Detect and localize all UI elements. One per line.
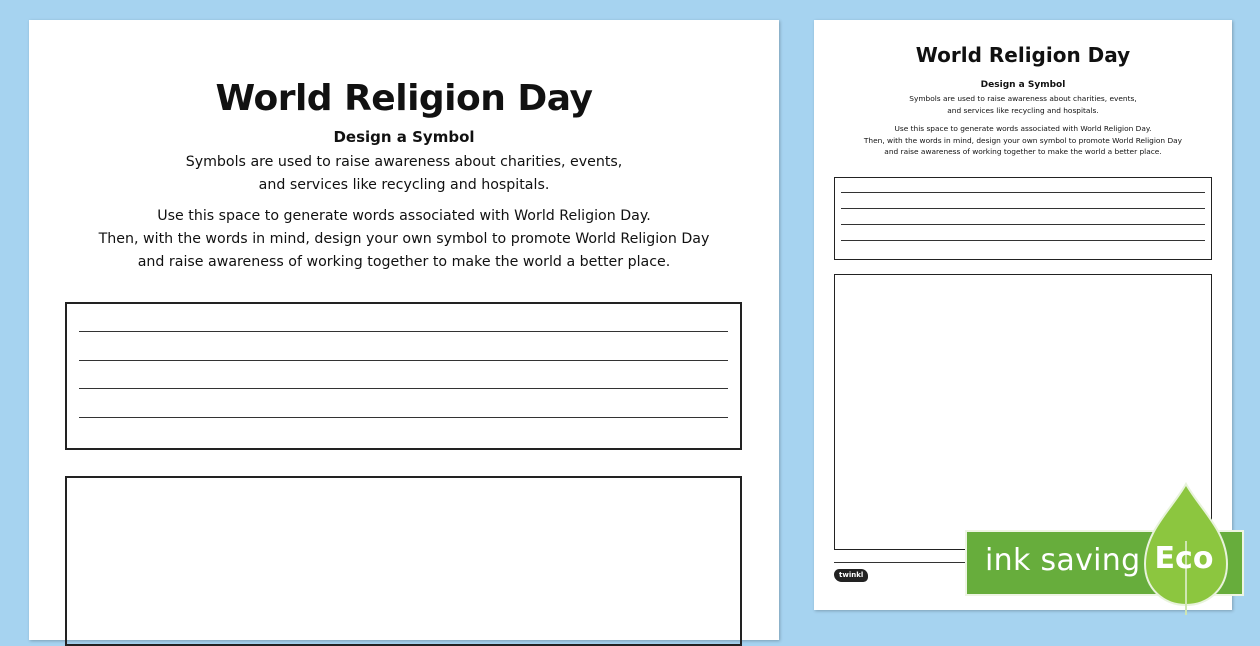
writing-line — [841, 224, 1205, 225]
intro-line: and services like recycling and hospitals. — [258, 177, 550, 193]
symbol-drawing-box — [65, 476, 742, 646]
writing-line — [79, 360, 728, 361]
writing-lines-box — [834, 177, 1212, 260]
writing-line — [79, 417, 728, 418]
intro-line: and services like recycling and hospitals. — [947, 105, 1099, 115]
ink-saving-text: ink saving — [985, 543, 1141, 578]
instructions-line: Use this space to generate words associated with World Religion Day. — [157, 208, 651, 224]
instructions-line: Then, with the words in mind, design your own symbol to promote World Religion Day — [863, 135, 1183, 145]
instructions-line: Then, with the words in mind, design your own symbol to promote World Religion Day — [98, 231, 710, 247]
writing-line — [841, 240, 1205, 241]
worksheet-page-large — [29, 20, 779, 640]
eco-label: Eco — [1154, 541, 1214, 576]
worksheet-subtitle: Design a Symbol — [333, 128, 475, 146]
writing-line — [79, 331, 728, 332]
instructions-paragraph — [29, 205, 779, 274]
writing-line — [79, 388, 728, 389]
worksheet-title: World Religion Day — [215, 78, 593, 119]
intro-paragraph — [814, 93, 1232, 116]
instructions-line: Use this space to generate words associated with World Religion Day. — [894, 124, 1152, 133]
intro-paragraph — [29, 151, 779, 197]
twinkl-logo: twinkl — [834, 569, 868, 582]
instructions-line: and raise awareness of working together to make the world a better place. — [884, 147, 1162, 156]
worksheet-subtitle: Design a Symbol — [980, 80, 1066, 90]
writing-lines-box — [65, 302, 742, 450]
intro-line: Symbols are used to raise awareness about charities, events, — [909, 94, 1137, 103]
worksheet-title: World Religion Day — [915, 43, 1131, 67]
instructions-line: and raise awareness of working together to make the world a better place. — [137, 254, 671, 270]
writing-line — [841, 208, 1205, 209]
intro-line: Symbols are used to raise awareness about charities, events, — [185, 154, 623, 170]
instructions-paragraph — [814, 123, 1232, 158]
writing-line — [841, 192, 1205, 193]
